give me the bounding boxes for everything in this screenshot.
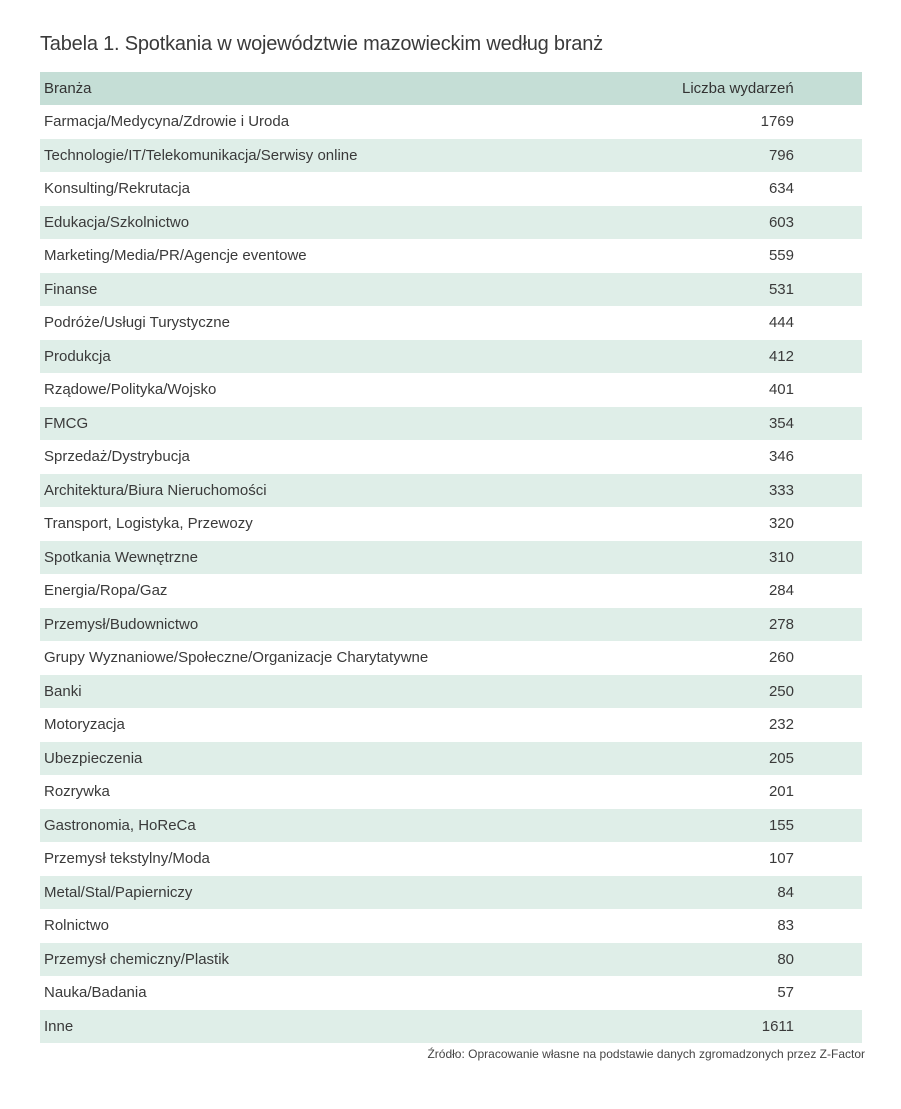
event-count: 354 [768,414,794,432]
table-row [40,340,862,374]
event-count: 603 [768,213,794,231]
industry-name: Konsulting/Rekrutacja [44,180,190,198]
table-header-row [40,72,862,105]
industry-name: Inne [44,1017,74,1035]
table-row [40,641,862,675]
table-row [40,976,862,1010]
industry-name: Rozrywka [44,783,110,801]
industry-name: Banki [44,682,82,700]
event-count: 232 [768,716,794,734]
table-row [40,574,862,608]
industry-name: Ubezpieczenia [44,749,143,767]
table-row [40,105,862,139]
event-count: 84 [777,883,794,901]
industry-name: Produkcja [44,347,111,365]
industry-name: Spotkania Wewnętrzne [44,548,198,566]
event-count: 531 [768,280,794,298]
industry-name: Finanse [44,280,98,298]
event-count: 634 [768,180,794,198]
table-row [40,675,862,709]
event-count: 559 [768,247,794,265]
table-row [40,139,862,173]
industry-name: Przemysł chemiczny/Plastik [44,950,230,968]
industry-name: Nauka/Badania [44,984,147,1002]
event-count: 201 [768,783,794,801]
table-row [40,407,862,441]
event-count: 107 [768,850,794,868]
event-count: 796 [768,146,794,164]
industry-table [40,72,862,1043]
event-count: 260 [768,649,794,667]
table-row [40,809,862,843]
table-row [40,876,862,910]
event-count: 1611 [761,1017,794,1035]
table-row [40,775,862,809]
industry-name: Przemysł tekstylny/Moda [44,850,210,868]
column-header-event-count: Liczba wydarzeń [682,80,794,97]
table-row [40,172,862,206]
table-row [40,440,862,474]
event-count: 401 [768,381,794,399]
industry-name: Rolnictwo [44,917,110,935]
industry-name: Rządowe/Polityka/Wojsko [44,381,217,399]
table-row [40,742,862,776]
table-row [40,909,862,943]
table-row [40,507,862,541]
event-count: 320 [768,515,794,533]
industry-name: Grupy Wyznaniowe/Społeczne/Organizacje Charytatywne [44,649,429,667]
industry-name: Motoryzacja [44,716,125,734]
industry-name: Farmacja/Medycyna/Zdrowie i Uroda [44,113,290,131]
table-row [40,273,862,307]
event-count: 155 [768,816,794,834]
table-row [40,842,862,876]
table-row [40,1010,862,1044]
event-count: 57 [777,984,794,1002]
source-note: Źródło: Opracowanie własne na podstawie danych zgromadzonych przez Z-Factor [427,1047,865,1061]
table-row [40,373,862,407]
event-count: 205 [768,749,794,767]
column-header-industry: Branża [44,80,92,97]
table-row [40,943,862,977]
event-count: 444 [768,314,794,332]
industry-name: Technologie/IT/Telekomunikacja/Serwisy online [44,146,358,164]
event-count: 278 [768,615,794,633]
table-body [40,105,862,1043]
industry-name: Gastronomia, HoReCa [44,816,196,834]
table-row [40,474,862,508]
event-count: 80 [777,950,794,968]
industry-name: Marketing/Media/PR/Agencje eventowe [44,247,307,265]
industry-name: Przemysł/Budownictwo [44,615,199,633]
event-count: 250 [768,682,794,700]
event-count: 310 [768,548,794,566]
event-count: 1769 [760,113,794,131]
event-count: 83 [777,917,794,935]
table-row [40,708,862,742]
industry-name: Energia/Ropa/Gaz [44,582,168,600]
table-row [40,206,862,240]
industry-name: Edukacja/Szkolnictwo [44,213,190,231]
event-count: 333 [768,481,794,499]
industry-name: FMCG [44,414,89,432]
table-row [40,608,862,642]
industry-name: Transport, Logistyka, Przewozy [44,515,253,533]
event-count: 284 [768,582,794,600]
table-row [40,306,862,340]
industry-name: Architektura/Biura Nieruchomości [44,481,267,499]
industry-name: Metal/Stal/Papierniczy [44,883,193,901]
event-count: 346 [768,448,794,466]
table-row [40,239,862,273]
table-row [40,541,862,575]
industry-name: Podróże/Usługi Turystyczne [44,314,230,332]
table-title: Tabela 1. Spotkania w województwie mazowieckim według branż [40,33,603,55]
event-count: 412 [768,347,794,365]
industry-name: Sprzedaż/Dystrybucja [44,448,190,466]
